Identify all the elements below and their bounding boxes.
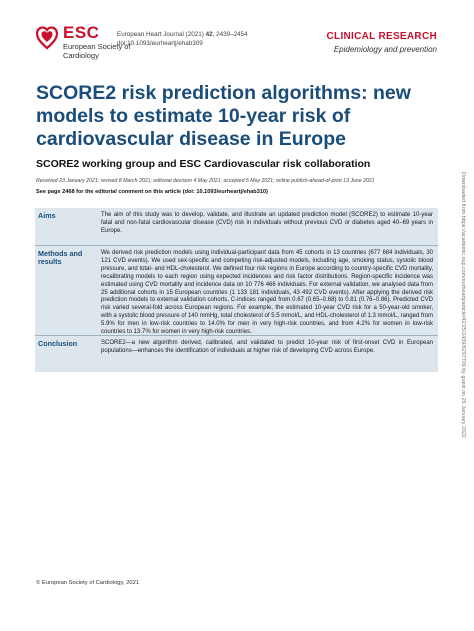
journal-doi[interactable]: doi:10.1093/eurheartj/ehab309 — [117, 39, 203, 47]
abstract-methods-text: We derived risk prediction models using individual-participant data from 45 cohorts in 13 countries (677 684 individuals, 30 121 CVD events). We used sex-specific and competing risk-adjusted models, including age, smoking status, systolic blood pressure, and total- and HDL-cholesterol. We defined four risk regions in Europe according to country-specific CVD mortality, recalibrating models to each region using expected incidences and risk factor distributions. Region-specific incidence was estimated using CVD mortality and incidence data on 10 776 466 individuals. For external validation, we analysed data from 25 additional cohorts in 15 European countries (1 133 181 individuals, 43 492 CVD events). After applying the derived risk prediction models to external validation cohorts, C-indices ranged from 0.67 (0.65–0.68) to 0.81 (0.76–0.86). Predicted CVD risk varied several-fold across European regions. For example, the estimated 10-year CVD risk for a 50-year-old smoker, with a systolic blood pressure of 140 mmHg, total cholesterol of 5.5 mmol/L, and HDL-cholesterol of 1.3 mmol/L, ranged from 5.9% for men in low-risk countries to 14.0% for men in very high-risk countries, and from 4.2% for women in low-risk countries to 13.7% for women in very high-risk countries. — [101, 250, 433, 336]
abstract-aims-text: The aim of this study was to develop, validate, and illustrate an updated prediction model (SCORE2) to estimate 10-year fatal and non-fatal cardiovascular disease (CVD) risk in individuals without previous CVD or diabetes aged 40–69 years in Europe. — [101, 212, 433, 234]
download-sidebar-text[interactable]: Downloaded from https://academic.oup.com/eurheartj/article/42/25/2439/6297709 by guest on 26 January 2022 — [460, 172, 466, 438]
abstract-conclusion-text: SCORE2—a new algorithm derived, calibrated, and validated to predict 10-year risk of first-onset CVD in European populations—enhances the identification of individuals at higher risk of developing CVD across Europe. — [101, 340, 433, 354]
abstract-conclusion — [35, 335, 438, 373]
article-title: SCORE2 risk prediction algorithms: new models to estimate 10-year risk of cardiovascular disease in Europe — [36, 82, 411, 150]
journal-pages: , 2439–2454 — [212, 31, 248, 38]
structured-abstract — [35, 208, 438, 372]
copyright-footer: © European Society of Cardiology, 2021 — [36, 580, 140, 586]
journal-name: European Heart Journal (2021) — [117, 31, 204, 38]
logo-society-name: European Society of Cardiology — [63, 42, 131, 60]
abstract-conclusion-label: Conclusion — [38, 339, 78, 348]
download-sidebar — [456, 172, 468, 592]
abstract-methods — [35, 245, 438, 336]
editorial-note[interactable]: See page 2468 for the editorial comment on this article (doi: 10.1093/eurheartj/ehab310) — [36, 189, 268, 195]
journal-citation — [117, 31, 248, 48]
article-authors: SCORE2 working group and ESC Cardiovascular risk collaboration — [36, 158, 371, 170]
abstract-aims — [35, 208, 438, 245]
journal-volume: 42 — [205, 31, 213, 38]
section-header — [327, 31, 437, 54]
abstract-methods-label: Methods and results — [38, 249, 83, 267]
section-subtitle: Epidemiology and prevention — [333, 45, 437, 54]
heart-logo-icon — [36, 26, 58, 50]
section-title: CLINICAL RESEARCH — [326, 31, 437, 42]
abstract-aims-label: Aims — [38, 211, 56, 220]
article-history: Received 23 January 2021; revised 8 March 2021; editorial decision 4 May 2021; accepted 5 May 2021; online publish-ahead-of-print 13 June 2021 — [36, 178, 375, 184]
logo-wordmark: ESC — [63, 23, 100, 42]
